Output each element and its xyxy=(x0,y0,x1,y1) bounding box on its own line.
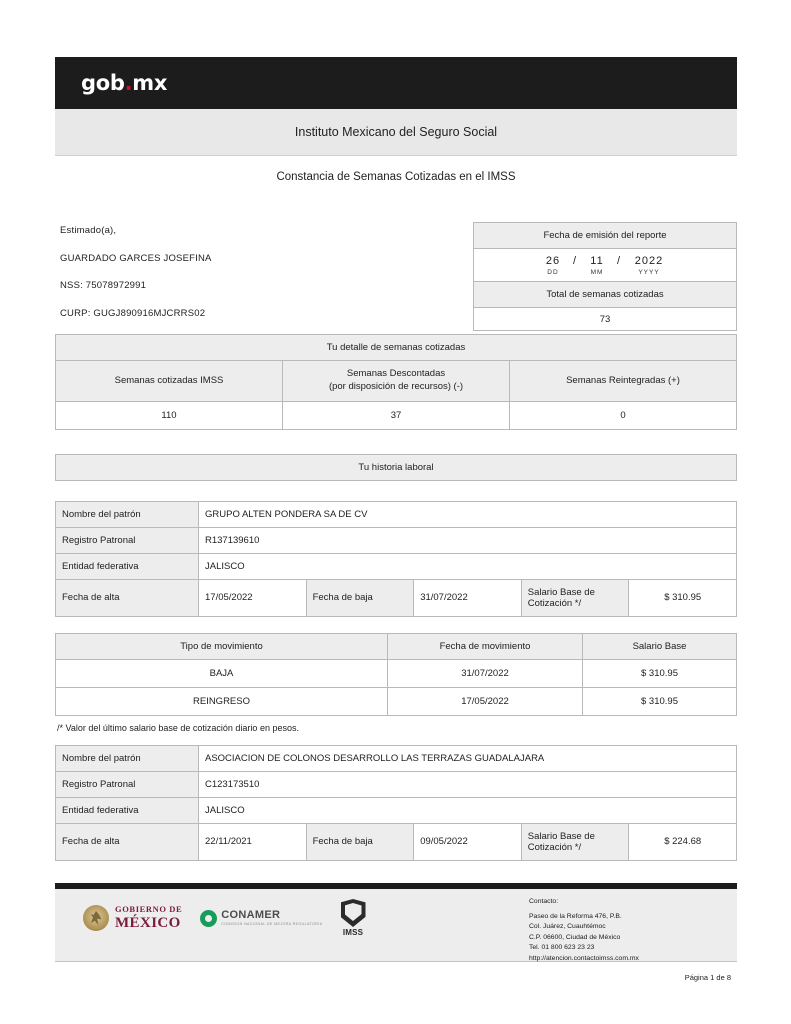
conamer-logo-text xyxy=(221,910,322,927)
contact-block xyxy=(529,897,729,964)
weeks-detail-header-row xyxy=(56,361,737,402)
base-salary-label: Salario Base de Cotización */ xyxy=(521,579,629,616)
spacer-after-work-history-banner xyxy=(55,481,737,501)
total-weeks-value: 73 xyxy=(474,308,736,330)
footer-logos xyxy=(83,899,366,937)
gobierno-de-mexico-logo xyxy=(83,905,182,931)
report-summary-box xyxy=(473,222,737,331)
employer-table-2 xyxy=(55,745,737,861)
employer-registry-label: Registro Patronal xyxy=(56,771,199,797)
spacer-after-footnote xyxy=(55,733,737,745)
movement-date-value: 31/07/2022 xyxy=(388,659,583,687)
imss-logo-name: IMSS xyxy=(342,928,364,937)
weeks-reintegradas-value: 0 xyxy=(510,401,737,429)
employer-name-label: Nombre del patrón xyxy=(56,501,199,527)
gobmx-logo-suffix: mx xyxy=(132,71,168,95)
movement-type-header: Tipo de movimiento xyxy=(56,633,388,659)
employer-registry-row xyxy=(56,527,737,553)
start-date-label: Fecha de alta xyxy=(56,579,199,616)
employer-state-value: JALISCO xyxy=(199,797,737,823)
emission-date-format-labels xyxy=(478,269,732,276)
weeks-detail-table xyxy=(55,334,737,430)
employer-registry-value: C123173510 xyxy=(199,771,737,797)
weeks-reintegradas-header: Semanas Reintegradas (+) xyxy=(510,361,737,402)
emission-date-value xyxy=(474,249,736,282)
contact-address-city: C.P. 06600, Ciudad de México xyxy=(529,933,621,941)
weeks-cotizadas-header: Semanas cotizadas IMSS xyxy=(56,361,283,402)
weeks-detail-banner-row xyxy=(56,335,737,361)
conamer-logo xyxy=(200,910,322,927)
end-date-value: 09/05/2022 xyxy=(414,823,522,860)
employer-state-label: Entidad federativa xyxy=(56,797,199,823)
employer-name-value: ASOCIACION DE COLONOS DESARROLLO LAS TERRAZAS GUADALAJARA xyxy=(199,745,737,771)
contact-address-street: Paseo de la Reforma 476, P.B. xyxy=(529,912,622,920)
person-name: GUARDADO GARCES JOSEFINA xyxy=(60,252,212,264)
end-date-label: Fecha de baja xyxy=(306,579,414,616)
conamer-logo-name: CONAMER xyxy=(221,908,281,921)
emission-date-label: Fecha de emisión del reporte xyxy=(474,223,736,249)
contact-website-link[interactable]: http://atencion.contactoimss.com.mx xyxy=(529,954,639,962)
emission-month: 11 xyxy=(590,255,604,267)
weeks-descontadas-header-line2: (por disposición de recursos) (-) xyxy=(328,380,464,392)
employer-name-label: Nombre del patrón xyxy=(56,745,199,771)
gobierno-logo-text xyxy=(115,905,182,931)
employer-name-value: GRUPO ALTEN PONDERA SA DE CV xyxy=(199,501,737,527)
contact-title: Contacto: xyxy=(529,898,559,905)
day-format-label: DD xyxy=(547,269,559,276)
movement-salary-header: Salario Base xyxy=(583,633,737,659)
movement-salary-value: $ 310.95 xyxy=(583,687,737,715)
total-weeks-label: Total de semanas cotizadas xyxy=(474,282,736,308)
emission-sep-2: / xyxy=(616,255,622,267)
contact-phone: Tel. 01 800 623 23 23 xyxy=(529,944,595,952)
gobmx-logo-brand: gob xyxy=(81,71,125,95)
imss-logo xyxy=(341,899,366,937)
gobierno-logo-line1: GOBIERNO DE xyxy=(115,904,183,915)
movement-date-value: 17/05/2022 xyxy=(388,687,583,715)
employer-state-row xyxy=(56,797,737,823)
employer-state-row xyxy=(56,553,737,579)
person-curp: CURP: GUGJ890916MJCRRS02 xyxy=(60,307,206,319)
person-details xyxy=(60,226,212,336)
summary-row xyxy=(55,222,737,334)
person-nss: NSS: 75078972991 xyxy=(60,280,147,291)
page-title: Constancia de Semanas Cotizadas en el IMSS xyxy=(276,171,516,183)
institution-band xyxy=(55,109,737,156)
contact-address-colonia: Col. Juárez, Cuauhtémoc xyxy=(529,923,606,931)
weeks-detail-value-row xyxy=(56,401,737,429)
employer-dates-row xyxy=(56,579,737,616)
footer-body xyxy=(55,889,737,962)
institution-name: Instituto Mexicano del Seguro Social xyxy=(294,125,498,139)
emission-year: 2022 xyxy=(634,255,664,267)
spacer-after-weeks-detail xyxy=(55,430,737,454)
table-row xyxy=(56,687,737,715)
employer-registry-label: Registro Patronal xyxy=(56,527,199,553)
gobierno-logo-line2: MÉXICO xyxy=(115,914,181,931)
page-number: Página 1 de 8 xyxy=(684,973,731,982)
employer-name-row xyxy=(56,501,737,527)
work-history-banner: Tu historia laboral xyxy=(56,454,737,480)
weeks-descontadas-value: 37 xyxy=(283,401,510,429)
end-date-label: Fecha de baja xyxy=(306,823,414,860)
start-date-label: Fecha de alta xyxy=(56,823,199,860)
employer-name-row xyxy=(56,745,737,771)
document-footer xyxy=(55,883,737,982)
table-row xyxy=(56,659,737,687)
base-salary-label: Salario Base de Cotización */ xyxy=(521,823,629,860)
weeks-cotizadas-value: 110 xyxy=(56,401,283,429)
employer-state-label: Entidad federativa xyxy=(56,553,199,579)
spacer-after-employer-1 xyxy=(55,617,737,633)
eagle-icon xyxy=(83,905,109,931)
movement-salary-value: $ 310.95 xyxy=(583,659,737,687)
gobmx-logo-dot: . xyxy=(124,71,133,95)
emission-sep-1: / xyxy=(572,255,578,267)
start-date-value: 17/05/2022 xyxy=(199,579,307,616)
movement-date-header: Fecha de movimiento xyxy=(388,633,583,659)
work-history-banner-table xyxy=(55,454,737,481)
employer-registry-value: R137139610 xyxy=(199,527,737,553)
employer-registry-row xyxy=(56,771,737,797)
gobmx-logo xyxy=(81,71,167,95)
gobmx-header-bar xyxy=(55,57,737,109)
imss-shield-icon xyxy=(341,899,366,927)
greeting-text: Estimado(a), xyxy=(60,225,117,236)
conamer-logo-subtitle: COMISION NACIONAL DE MEJORA REGULATORIA xyxy=(221,921,323,926)
employer-dates-row xyxy=(56,823,737,860)
salary-footnote: /* Valor del último salario base de cotización diario en pesos. xyxy=(57,722,299,733)
base-salary-value: $ 224.68 xyxy=(629,823,737,860)
weeks-descontadas-header-line1: Semanas Descontadas xyxy=(346,368,446,379)
base-salary-value: $ 310.95 xyxy=(629,579,737,616)
movement-type-value: REINGRESO xyxy=(56,687,388,715)
weeks-descontadas-header xyxy=(283,361,510,402)
movements-table xyxy=(55,633,737,716)
start-date-value: 22/11/2021 xyxy=(199,823,307,860)
employer-state-value: JALISCO xyxy=(199,553,737,579)
end-date-value: 31/07/2022 xyxy=(414,579,522,616)
document-content xyxy=(55,0,737,861)
month-format-label: MM xyxy=(590,269,604,276)
movement-type-value: BAJA xyxy=(56,659,388,687)
movements-header-row xyxy=(56,633,737,659)
weeks-detail-banner: Tu detalle de semanas cotizadas xyxy=(56,335,737,361)
emission-date-line xyxy=(478,255,732,267)
emission-day: 26 xyxy=(545,255,561,267)
year-format-label: YYYY xyxy=(638,269,660,276)
work-history-banner-row xyxy=(56,454,737,480)
employer-table-1 xyxy=(55,501,737,617)
conamer-circle-icon xyxy=(200,910,217,927)
